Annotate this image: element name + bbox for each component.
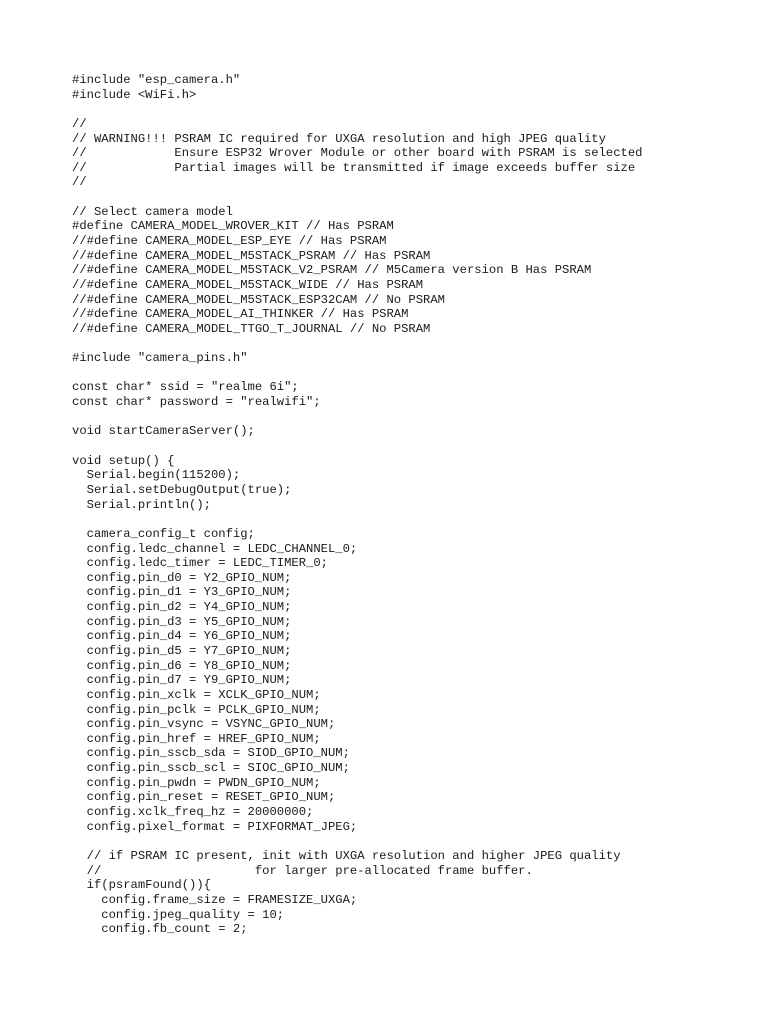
code-line: config.pin_pclk = PCLK_GPIO_NUM;: [72, 702, 321, 717]
code-line: config.pin_pwdn = PWDN_GPIO_NUM;: [72, 775, 321, 790]
code-line: #include <WiFi.h>: [72, 87, 197, 102]
code-line: [72, 337, 642, 352]
code-line: #define CAMERA_MODEL_WROVER_KIT // Has PSRAM: [72, 219, 394, 234]
code-line: config.pixel_format = PIXFORMAT_JPEG;: [72, 819, 358, 834]
code-line: //#define CAMERA_MODEL_M5STACK_V2_PSRAM // M5Camera version B Has PSRAM: [72, 263, 592, 278]
code-line: // WARNING!!! PSRAM IC required for UXGA resolution and high JPEG quality: [72, 131, 606, 146]
code-line: if(psramFound()){: [72, 878, 211, 893]
code-line: //#define CAMERA_MODEL_ESP_EYE // Has PSRAM: [72, 234, 387, 249]
code-line: void setup() {: [72, 453, 175, 468]
code-line: config.ledc_timer = LEDC_TIMER_0;: [72, 556, 328, 571]
code-line: camera_config_t config;: [72, 526, 255, 541]
code-line: // Partial images will be transmitted if image exceeds buffer size: [72, 160, 636, 175]
code-line: config.pin_sscb_scl = SIOC_GPIO_NUM;: [72, 761, 350, 776]
code-line: config.pin_href = HREF_GPIO_NUM;: [72, 731, 321, 746]
code-line: config.pin_d7 = Y9_GPIO_NUM;: [72, 673, 292, 688]
code-line: #include "esp_camera.h": [72, 73, 241, 87]
code-line: [72, 190, 642, 205]
code-line: const char* ssid = "realme 6i";: [72, 380, 299, 395]
code-line: //: [72, 116, 87, 131]
code-line: // for larger pre-allocated frame buffer.: [72, 863, 533, 878]
code-line: config.pin_vsync = VSYNC_GPIO_NUM;: [72, 717, 336, 732]
code-line: config.pin_d0 = Y2_GPIO_NUM;: [72, 570, 292, 585]
code-line: [72, 512, 642, 527]
code-line: Serial.setDebugOutput(true);: [72, 482, 292, 497]
code-line: config.jpeg_quality = 10;: [72, 907, 285, 922]
code-line: config.pin_d5 = Y7_GPIO_NUM;: [72, 643, 292, 658]
code-line: config.pin_reset = RESET_GPIO_NUM;: [72, 790, 336, 805]
code-line: const char* password = "realwifi";: [72, 395, 321, 410]
code-line: config.pin_d6 = Y8_GPIO_NUM;: [72, 658, 292, 673]
code-line: Serial.begin(115200);: [72, 468, 241, 483]
code-line: config.xclk_freq_hz = 20000000;: [72, 805, 314, 820]
code-line: config.pin_d3 = Y5_GPIO_NUM;: [72, 614, 292, 629]
code-line: //: [72, 175, 87, 190]
code-line: //#define CAMERA_MODEL_M5STACK_ESP32CAM // No PSRAM: [72, 292, 445, 307]
code-line: //#define CAMERA_MODEL_TTGO_T_JOURNAL // No PSRAM: [72, 321, 431, 336]
code-line: //#define CAMERA_MODEL_M5STACK_PSRAM // Has PSRAM: [72, 248, 431, 263]
code-line: config.frame_size = FRAMESIZE_UXGA;: [72, 892, 358, 907]
code-line: // Ensure ESP32 Wrover Module or other board with PSRAM is selected: [72, 146, 643, 161]
code-line: //#define CAMERA_MODEL_AI_THINKER // Has PSRAM: [72, 307, 409, 322]
code-line: // Select camera model: [72, 204, 233, 219]
code-line: config.ledc_channel = LEDC_CHANNEL_0;: [72, 541, 358, 556]
code-line: void startCameraServer();: [72, 424, 255, 439]
code-line: config.pin_d1 = Y3_GPIO_NUM;: [72, 585, 292, 600]
code-line: config.pin_d2 = Y4_GPIO_NUM;: [72, 600, 292, 615]
code-listing: [72, 73, 642, 937]
code-line: [72, 834, 642, 849]
code-line: #include "camera_pins.h": [72, 351, 248, 366]
code-line: [72, 366, 642, 381]
code-line: Serial.println();: [72, 497, 211, 512]
code-line: [72, 410, 642, 425]
code-line: config.pin_d4 = Y6_GPIO_NUM;: [72, 629, 292, 644]
code-line: config.pin_sscb_sda = SIOD_GPIO_NUM;: [72, 746, 350, 761]
code-line: config.fb_count = 2;: [72, 922, 248, 937]
code-line: //#define CAMERA_MODEL_M5STACK_WIDE // Has PSRAM: [72, 277, 424, 292]
code-line: config.pin_xclk = XCLK_GPIO_NUM;: [72, 687, 321, 702]
code-line: [72, 439, 642, 454]
code-line: // if PSRAM IC present, init with UXGA resolution and higher JPEG quality: [72, 848, 621, 863]
code-line: [72, 102, 642, 117]
